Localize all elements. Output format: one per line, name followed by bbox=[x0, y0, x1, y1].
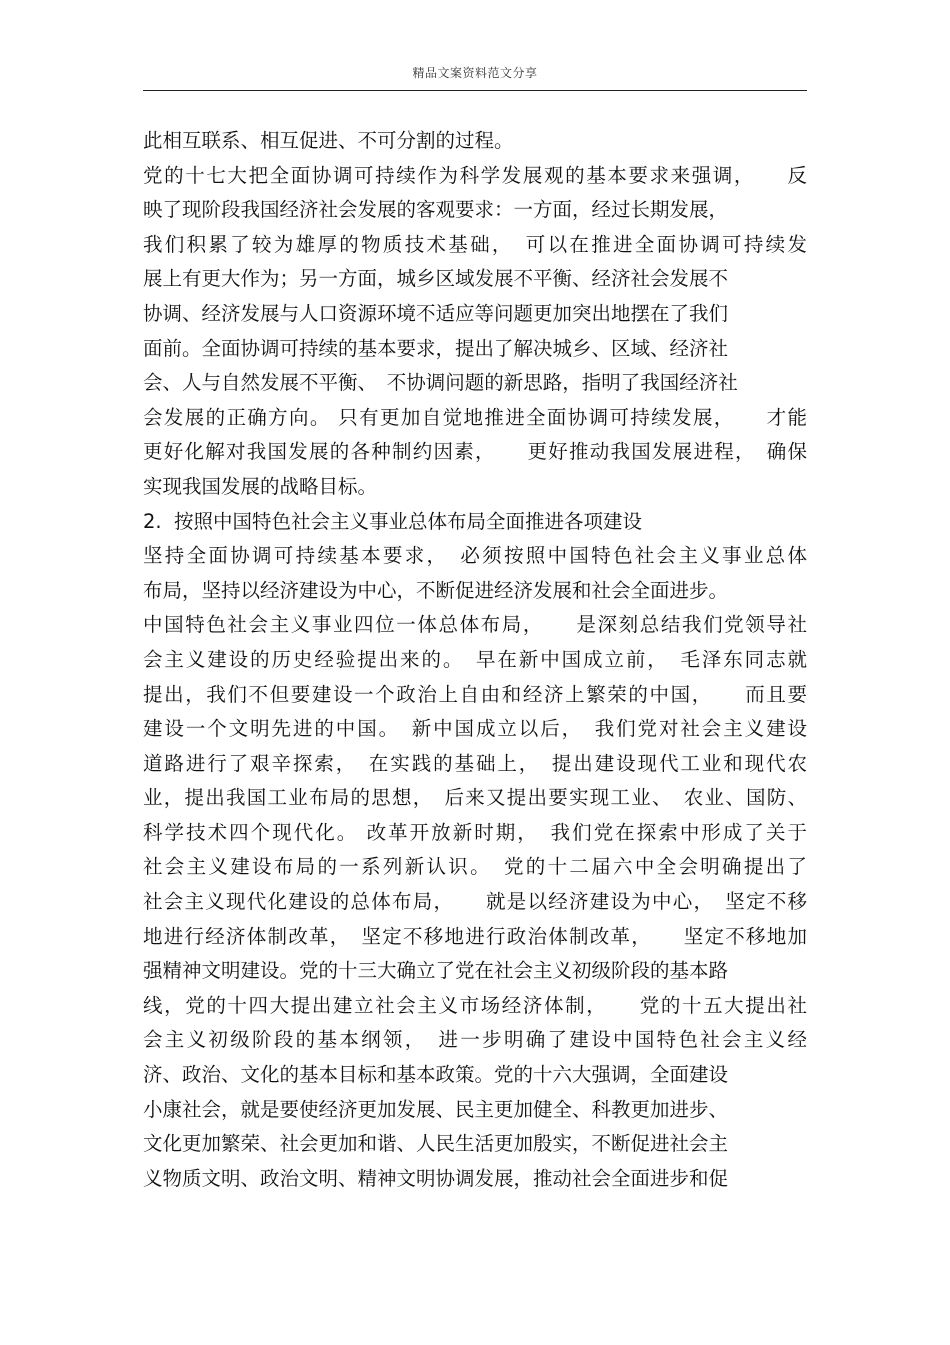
text-line: 文化更加繁荣、社会更加和谐、人民生活更加殷实，不断促进社会主 bbox=[143, 1132, 729, 1156]
text-line: 建设一个文明先进的中国。 新中国成立以后， 我们党对社会主义建设 bbox=[143, 717, 807, 741]
text-line: 协调、经济发展与人口资源环境不适应等问题更加突出地摆在了我们 bbox=[143, 301, 729, 325]
text-line: 义物质文明、政治文明、精神文明协调发展，推动社会全面进步和促 bbox=[143, 1166, 729, 1190]
text-line: 映了现阶段我国经济社会发展的客观要求：一方面，经过长期发展， bbox=[143, 198, 729, 222]
text-line: 社会主义现代化建设的总体布局， 就是以经济建设为中心， 坚定不移 bbox=[143, 890, 807, 914]
text-line: 展上有更大作为；另一方面，城乡区域发展不平衡、经济社会发展不 bbox=[143, 267, 729, 291]
text-line: 中国特色社会主义事业四位一体总体布局， 是深刻总结我们党领导社 bbox=[143, 613, 807, 637]
text-line: 面前。全面协调可持续的基本要求，提出了解决城乡、区域、经济社 bbox=[143, 336, 729, 360]
text-line: 此相互联系、相互促进、不可分割的过程。 bbox=[143, 129, 514, 152]
text-line: 提出，我们不但要建设一个政治上自由和经济上繁荣的中国， 而且要 bbox=[143, 682, 807, 706]
text-line: 2. 按照中国特色社会主义事业总体布局全面推进各项建设 bbox=[143, 509, 643, 533]
text-line: 更好化解对我国发展的各种制约因素， 更好推动我国发展进程， 确保 bbox=[143, 440, 807, 464]
text-line: 业，提出我国工业布局的思想， 后来又提出要实现工业、 农业、国防、 bbox=[143, 786, 807, 810]
text-line: 党的十七大把全面协调可持续作为科学发展观的基本要求来强调， 反 bbox=[143, 163, 807, 187]
text-line: 我们积累了较为雄厚的物质技术基础， 可以在推进全面协调可持续发 bbox=[143, 232, 807, 256]
text-line: 会发展的正确方向。 只有更加自觉地推进全面协调可持续发展， 才能 bbox=[143, 405, 807, 429]
text-line: 坚持全面协调可持续基本要求， 必须按照中国特色社会主义事业总体 bbox=[143, 544, 807, 568]
text-line: 会、人与自然发展不平衡、 不协调问题的新思路，指明了我国经济社 bbox=[143, 371, 738, 395]
text-line: 实现我国发展的战略目标。 bbox=[143, 474, 378, 498]
text-line: 道路进行了艰辛探索， 在实践的基础上， 提出建设现代工业和现代农 bbox=[143, 751, 807, 775]
page-header: 精品文案资料范文分享 bbox=[412, 66, 538, 80]
text-line: 科学技术四个现代化。 改革开放新时期， 我们党在探索中形成了关于 bbox=[143, 820, 807, 844]
header-divider bbox=[143, 90, 807, 91]
text-line: 济、政治、文化的基本目标和基本政策。党的十六大强调，全面建设 bbox=[143, 1063, 729, 1087]
text-line: 社会主义建设布局的一系列新认识。 党的十二届六中全会明确提出了 bbox=[143, 855, 807, 879]
document-body bbox=[143, 124, 807, 1196]
text-line: 会主义初级阶段的基本纲领， 进一步明确了建设中国特色社会主义经 bbox=[143, 1028, 807, 1052]
text-line: 线，党的十四大提出建立社会主义市场经济体制， 党的十五大提出社 bbox=[143, 993, 807, 1017]
text-line: 强精神文明建设。党的十三大确立了党在社会主义初级阶段的基本路 bbox=[143, 959, 729, 983]
text-line: 地进行经济体制改革， 坚定不移地进行政治体制改革， 坚定不移地加 bbox=[143, 924, 807, 948]
text-line: 会主义建设的历史经验提出来的。 早在新中国成立前， 毛泽东同志就 bbox=[143, 647, 807, 671]
text-line: 小康社会，就是要使经济更加发展、民主更加健全、科教更加进步、 bbox=[143, 1097, 729, 1121]
text-line: 布局，坚持以经济建设为中心，不断促进经济发展和社会全面进步。 bbox=[143, 578, 729, 602]
